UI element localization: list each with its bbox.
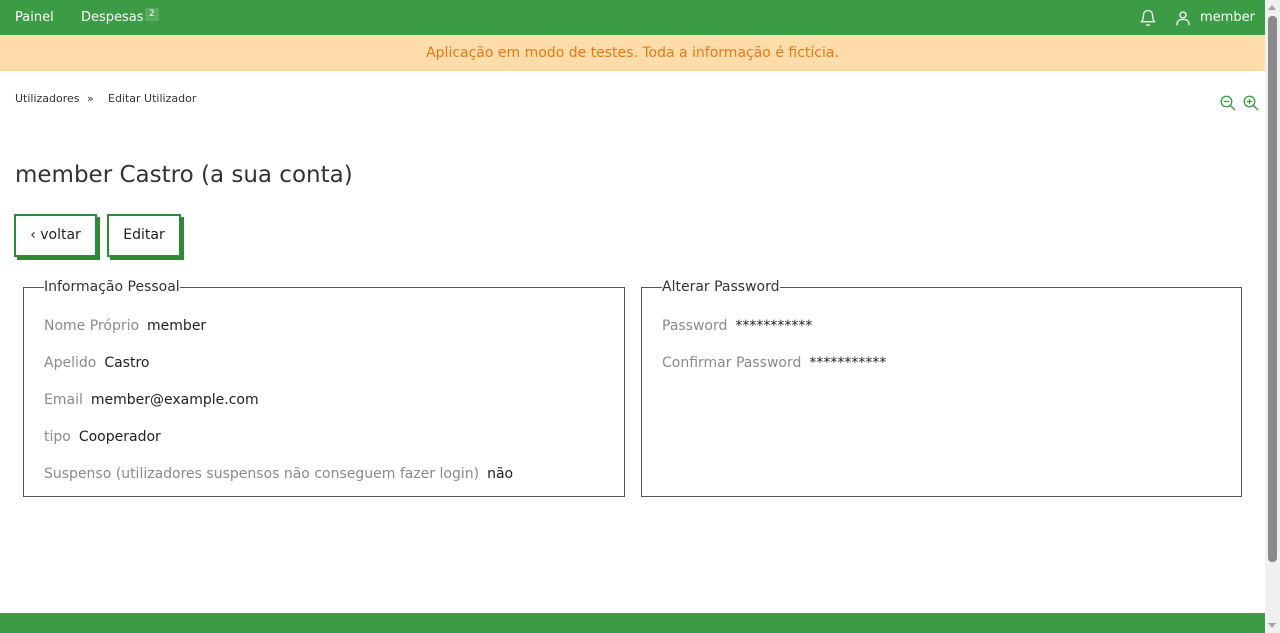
field-label: Confirmar Password [662,355,802,371]
nav-painel-link[interactable]: Painel [15,10,54,25]
password-field [662,317,812,335]
field-value: Castro [104,355,150,371]
confirm-password-field [662,354,886,372]
test-mode-banner: Aplicação em modo de testes. Toda a informação é fictícia. [0,35,1265,71]
field-value: *********** [809,355,887,371]
field-value: member [147,318,207,334]
email-field [44,391,259,409]
top-navbar [0,0,1265,35]
field-value: member@example.com [90,392,259,408]
footer-bar [0,613,1265,633]
vertical-scrollbar[interactable] [1265,0,1280,633]
personal-info-legend: Informação Pessoal [44,279,180,295]
zoom-in-icon[interactable] [1242,94,1260,112]
zoom-out-icon[interactable] [1219,94,1237,112]
field-label: Nome Próprio [44,318,140,334]
type-field [44,428,161,446]
back-button[interactable]: ‹ voltar [14,214,97,257]
field-label: Password [662,318,728,334]
page-title: member Castro (a sua conta) [15,162,353,188]
field-value: Cooperador [78,429,161,445]
field-label: Email [44,392,83,408]
suspended-field [44,465,513,483]
personal-info-panel [23,279,625,497]
password-legend: Alterar Password [662,279,780,295]
breadcrumb-current: Editar Utilizador [108,92,197,105]
scroll-up-arrow-icon[interactable] [1268,5,1276,10]
breadcrumb-utilizadores-link[interactable]: Utilizadores [15,92,80,105]
field-label: Suspenso (utilizadores suspensos não conseguem fazer login) [44,466,480,482]
scroll-down-arrow-icon[interactable] [1268,623,1276,628]
user-icon[interactable] [1174,9,1192,27]
breadcrumb-separator: » [87,92,94,105]
bell-icon[interactable] [1139,9,1157,27]
field-label: Apelido [44,355,97,371]
field-value: não [487,466,514,482]
nav-despesas-link[interactable]: Despesas [81,10,144,25]
despesas-count-badge: 2 [145,8,159,21]
scrollbar-thumb[interactable] [1268,16,1277,562]
first-name-field [44,317,206,335]
field-label: tipo [44,429,71,445]
password-panel [641,279,1242,497]
last-name-field [44,354,149,372]
field-value: *********** [735,318,813,334]
edit-button[interactable]: Editar [107,214,181,257]
user-menu-link[interactable]: member [1200,10,1255,25]
